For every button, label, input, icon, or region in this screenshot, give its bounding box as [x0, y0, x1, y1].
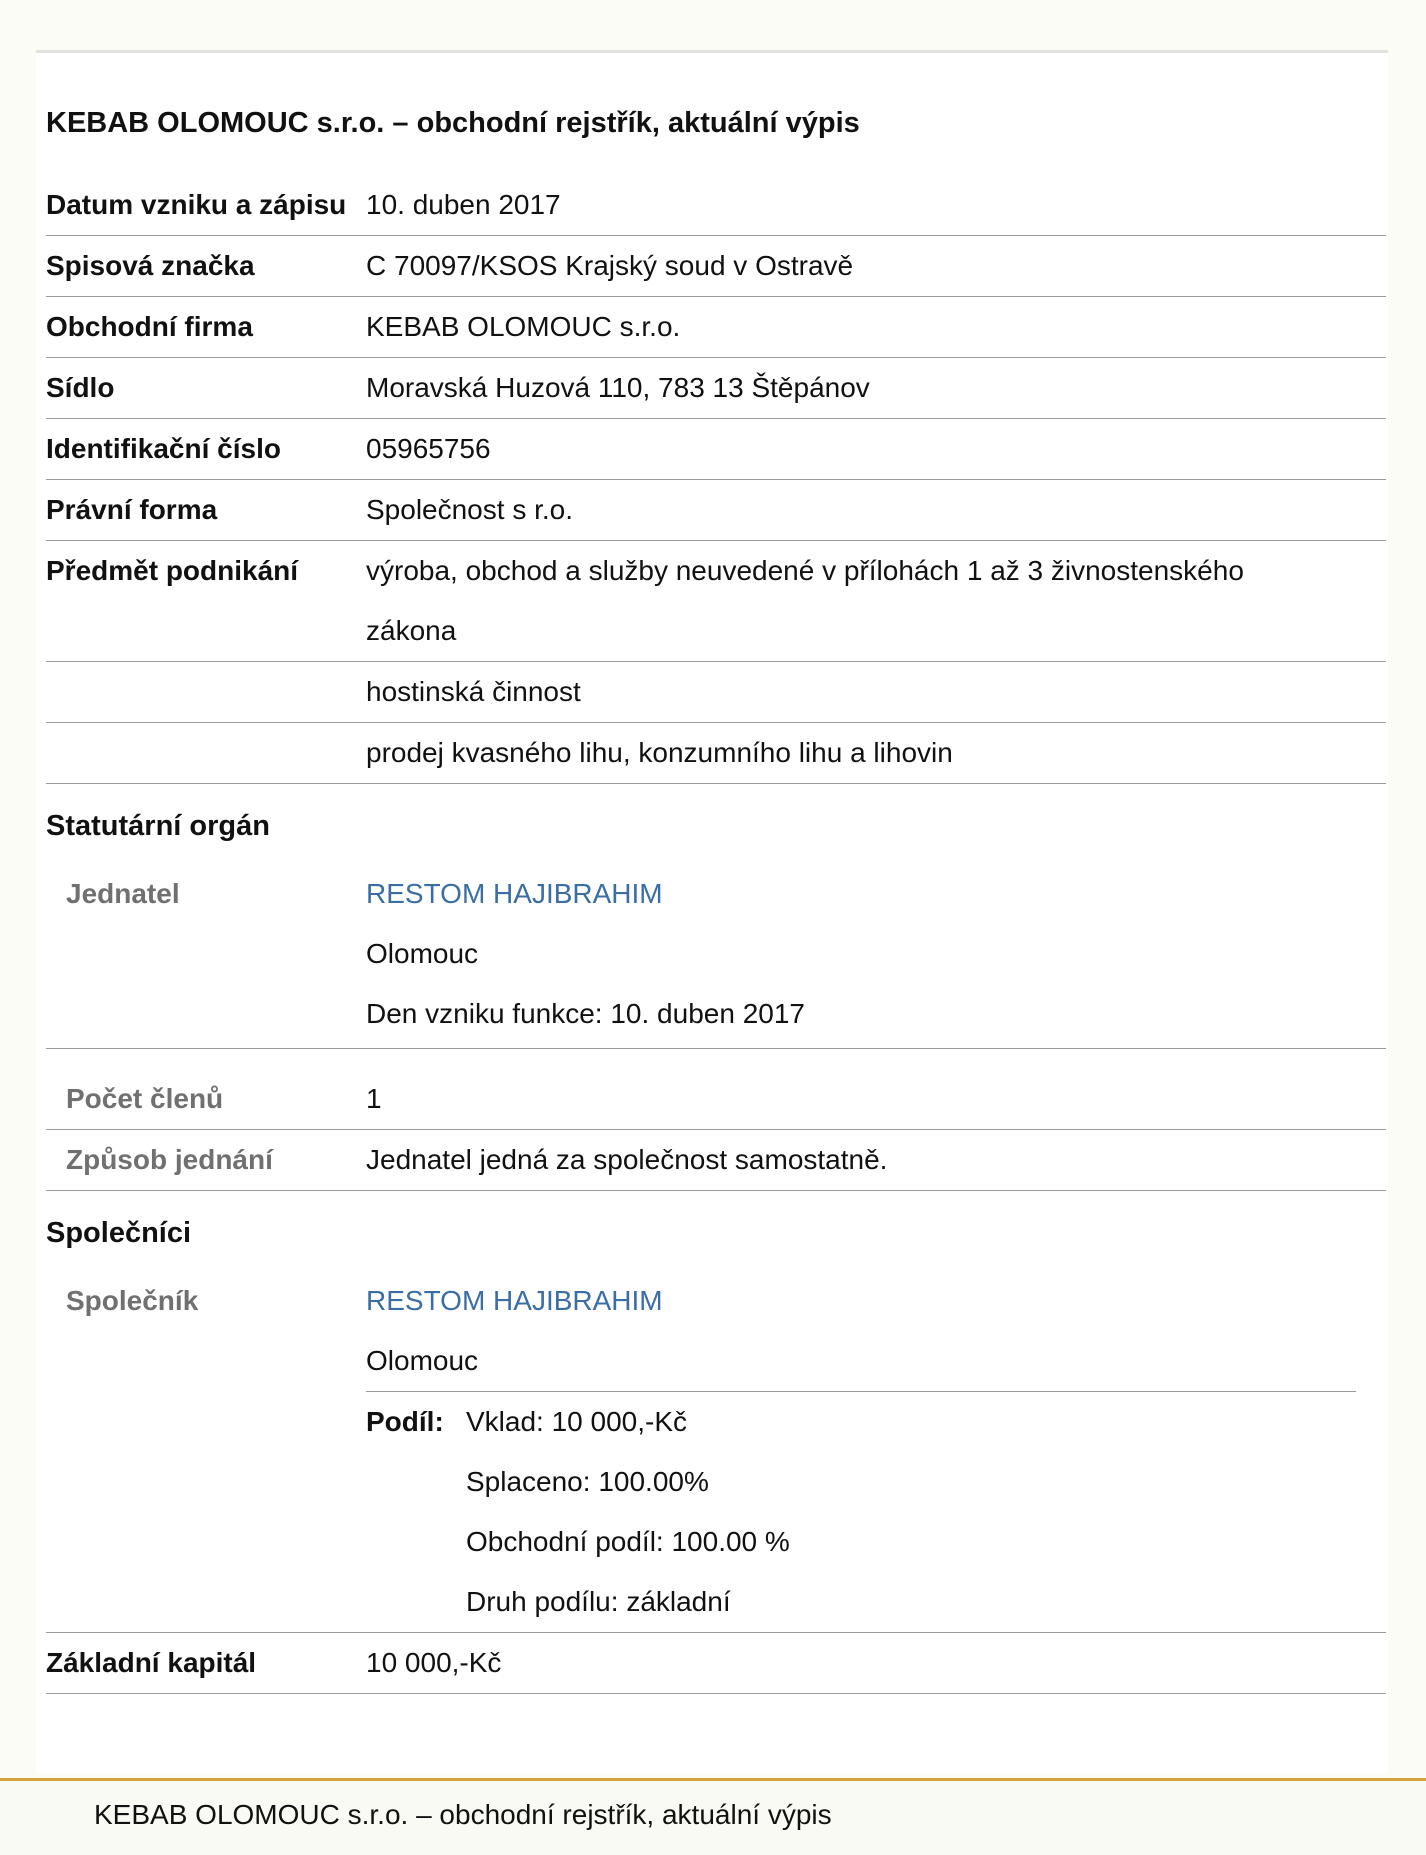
jednatel-name-link[interactable]: RESTOM HAJIBRAHIM: [366, 878, 663, 909]
page-title: KEBAB OLOMOUC s.r.o. – obchodní rejstřík, aktuální výpis: [46, 107, 860, 139]
row-zakladni-kapital: [46, 1633, 1386, 1694]
datum-vzniku-value: 10. duben 2017: [366, 189, 561, 220]
row-jednatel: [46, 864, 1386, 1049]
row-pravni-forma: [46, 480, 1386, 541]
content-panel: [36, 50, 1388, 1773]
value-datum-vzniku: [366, 175, 1386, 235]
section-heading-statutarni: Statutární orgán: [46, 810, 270, 842]
row-obchodni-firma: [46, 297, 1386, 358]
value-spolecnik: [366, 1271, 1386, 1632]
value-pravni-forma: Společnost s r.o.: [366, 494, 574, 525]
podil-obchodni: Obchodní podíl: 100.00 %: [466, 1526, 790, 1557]
row-predmet-podnikani-2: [46, 662, 1386, 723]
row-datum-vzniku: [46, 175, 1386, 236]
value-zpusob-jednani: Jednatel jedná za společnost samostatně.: [366, 1144, 888, 1175]
jednatel-funkce: Den vzniku funkce: 10. duben 2017: [366, 998, 805, 1029]
label-sidlo: Sídlo: [46, 372, 115, 403]
row-spisova-znacka: [46, 236, 1386, 297]
label-empty: [46, 662, 366, 722]
value-predmet-3: prodej kvasného lihu, konzumního lihu a lihovin: [366, 737, 953, 768]
label-zakladni-kapital: Základní kapitál: [46, 1647, 257, 1678]
row-zpusob-jednani: [46, 1130, 1386, 1191]
value-pocet-clenu: 1: [366, 1083, 382, 1114]
value-predmet-1: výroba, obchod a služby neuvedené v přílohách 1 až 3 živnostenského zákona: [366, 555, 1244, 646]
label-datum-vzniku: Datum vzniku a zápisu: [46, 189, 347, 220]
label-spolecnik: Společník: [66, 1285, 199, 1316]
podil-vklad: Vklad: 10 000,-Kč: [466, 1406, 688, 1437]
row-predmet-podnikani-1: [46, 541, 1386, 662]
value-jednatel: [366, 864, 1386, 1044]
label-obchodni-firma: Obchodní firma: [46, 311, 253, 342]
podil-lines: [466, 1392, 1356, 1632]
row-pocet-clenu: [46, 1049, 1386, 1130]
value-obchodni-firma: KEBAB OLOMOUC s.r.o.: [366, 311, 681, 342]
label-predmet-podnikani: Předmět podnikání: [46, 555, 299, 586]
podil-label: Podíl:: [366, 1406, 444, 1437]
value-zakladni-kapital: 10 000,-Kč: [366, 1647, 502, 1678]
podil-splaceno: Splaceno: 100.00%: [466, 1466, 709, 1497]
jednatel-city: Olomouc: [366, 938, 479, 969]
label-spisova-znacka: Spisová značka: [46, 250, 255, 281]
section-heading-spolecnici: Společníci: [46, 1217, 192, 1249]
label-empty: [46, 723, 366, 783]
label-pocet-clenu: Počet členů: [66, 1083, 224, 1114]
label-jednatel: Jednatel: [66, 878, 180, 909]
podil-druh: Druh podílu: základní: [466, 1586, 731, 1617]
row-sidlo: [46, 358, 1386, 419]
value-predmet-2: hostinská činnost: [366, 676, 581, 707]
spolecnik-name-link[interactable]: RESTOM HAJIBRAHIM: [366, 1285, 663, 1316]
value-spisova-znacka: C 70097/KSOS Krajský soud v Ostravě: [366, 250, 854, 281]
label-pravni-forma: Právní forma: [46, 494, 218, 525]
footer-bar: [0, 1778, 1426, 1855]
label-identifikacni-cislo: Identifikační číslo: [46, 433, 281, 464]
register-extract: [46, 53, 1386, 1694]
row-spolecnik: [46, 1271, 1386, 1633]
value-identifikacni-cislo: 05965756: [366, 433, 491, 464]
podil-block: [366, 1391, 1356, 1632]
label-zpusob-jednani: Způsob jednání: [66, 1144, 273, 1175]
footer-title: KEBAB OLOMOUC s.r.o. – obchodní rejstřík, aktuální výpis: [94, 1799, 832, 1830]
value-sidlo: Moravská Huzová 110, 783 13 Štěpánov: [366, 372, 870, 403]
spolecnik-city: Olomouc: [366, 1345, 479, 1376]
row-identifikacni-cislo: [46, 419, 1386, 480]
row-predmet-podnikani-3: [46, 723, 1386, 784]
